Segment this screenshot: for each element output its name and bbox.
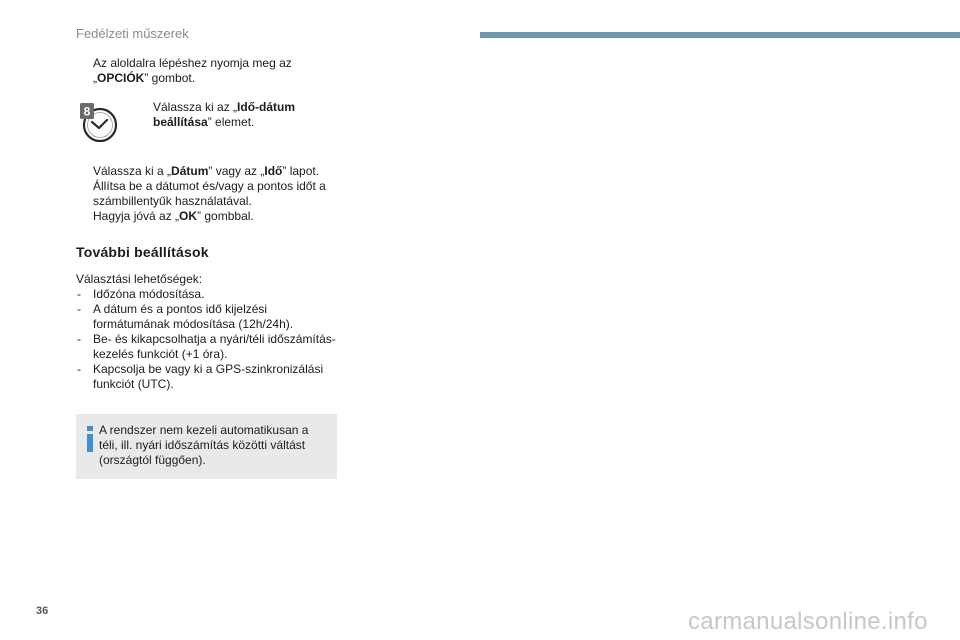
- list-item: - Időzóna módosítása.: [77, 287, 205, 301]
- list-item: - Be- és kikapcsolhatja a nyári/téli időszámítás-kezelés funkciót (+1 óra).: [77, 332, 336, 361]
- options-button-label: OPCIÓK: [97, 71, 145, 85]
- section-title: További beállítások: [76, 244, 209, 260]
- page-number: 36: [36, 605, 49, 617]
- info-note-box: [76, 414, 337, 479]
- step-group: [76, 164, 338, 224]
- header-accent-bar: [480, 32, 960, 38]
- info-note-text: A rendszer nem kezeli automatikusan a téli, ill. nyári időszámítás közötti váltást (országtól függően).: [99, 423, 309, 467]
- step-set-date-time: Állítsa be a dátumot és/vagy a pontos időt a számbillentyűk használatával.: [93, 179, 326, 208]
- options-list: [76, 272, 338, 392]
- step-select-tab: Válassza ki a „Dátum” vagy az „Idő” lapot.: [93, 164, 320, 178]
- info-icon: [83, 426, 97, 452]
- date-tab-label: Dátum: [171, 164, 209, 178]
- content-column: [76, 56, 338, 392]
- options-intro: Választási lehetőségek:: [76, 272, 203, 286]
- list-item: - A dátum és a pontos idő kijelzési formátumának módosítása (12h/24h).: [77, 302, 294, 331]
- section-header-title: Fedélzeti műszerek: [76, 26, 189, 41]
- step-press-options: Az aloldalra lépéshez nyomja meg az „OPCIÓK” gombot.: [93, 56, 292, 85]
- step-text: Válassza ki az „Idő-dátum beállítása” elemet.: [153, 100, 296, 129]
- list-item: - Kapcsolja be vagy ki a GPS-szinkronizálási funkciót (UTC).: [77, 362, 324, 391]
- clock-settings-icon: [80, 100, 120, 144]
- step-text: Az aloldalra lépéshez nyomja meg az „: [93, 56, 292, 85]
- step-confirm-ok: Hagyja jóvá az „OK” gombbal.: [93, 209, 254, 223]
- watermark-text: carmanualsonline.info: [688, 608, 928, 635]
- time-tab-label: Idő: [264, 164, 283, 178]
- time-date-settings-label: Idő-dátum beállítása: [153, 100, 296, 129]
- ok-button-label: OK: [179, 209, 198, 223]
- clock-icon-badge: 8: [83, 104, 91, 119]
- step-select-time-date: [76, 100, 338, 150]
